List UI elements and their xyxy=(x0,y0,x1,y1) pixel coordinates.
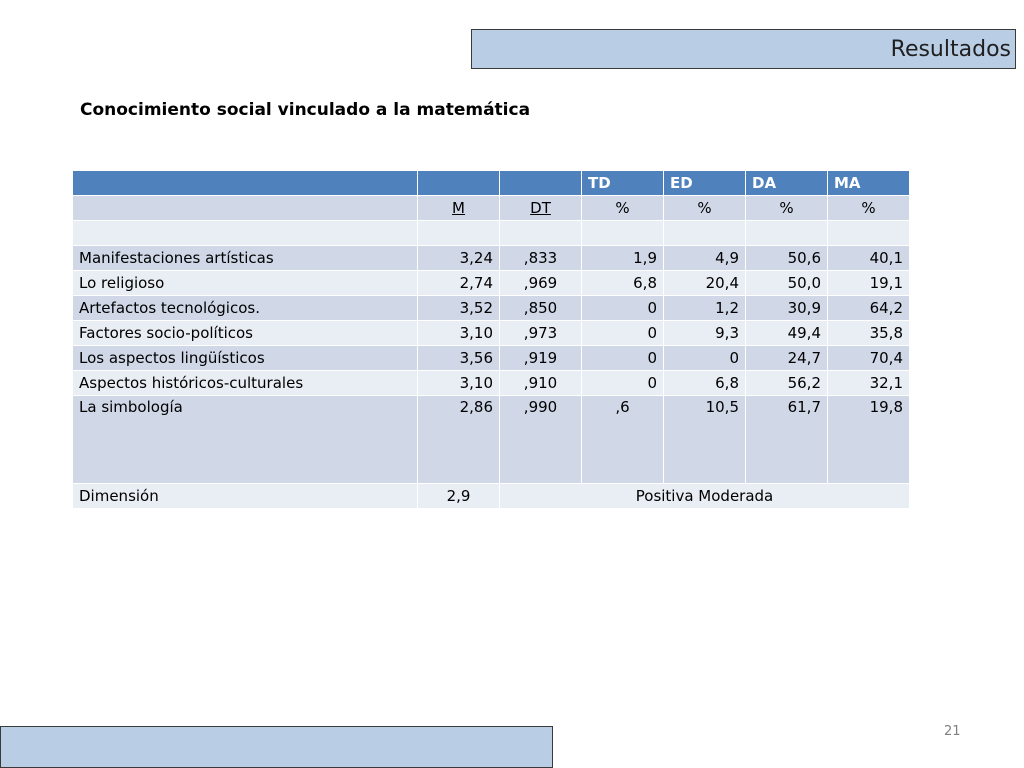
cell-ed: 0 xyxy=(664,346,746,371)
cell-ma: 19,8 xyxy=(828,396,910,484)
empty-cell xyxy=(582,221,664,246)
cell-m: 3,24 xyxy=(418,246,500,271)
cell-ma: 64,2 xyxy=(828,296,910,321)
empty-cell xyxy=(664,221,746,246)
table-unit-row xyxy=(73,196,910,221)
cell-ma: 40,1 xyxy=(828,246,910,271)
cell-da: 56,2 xyxy=(746,371,828,396)
cell-m: 3,52 xyxy=(418,296,500,321)
empty-cell xyxy=(500,221,582,246)
cell-dt: ,969 xyxy=(500,271,582,296)
header-cell: ED xyxy=(664,171,746,196)
page-title: Resultados xyxy=(890,36,1011,62)
table-row xyxy=(73,296,910,321)
header-cell xyxy=(500,171,582,196)
table-row xyxy=(73,271,910,296)
cell-da: 50,6 xyxy=(746,246,828,271)
cell-td: 1,9 xyxy=(582,246,664,271)
cell-ma: 70,4 xyxy=(828,346,910,371)
cell-td: 6,8 xyxy=(582,271,664,296)
cell-td: 0 xyxy=(582,296,664,321)
cell-ed: 9,3 xyxy=(664,321,746,346)
dimension-label: Dimensión xyxy=(73,484,418,509)
cell-ma: 19,1 xyxy=(828,271,910,296)
section-subtitle: Conocimiento social vinculado a la matemática xyxy=(80,100,531,120)
cell-dt: ,919 xyxy=(500,346,582,371)
cell-dt: ,973 xyxy=(500,321,582,346)
footer-bar xyxy=(0,726,553,768)
title-bar xyxy=(471,29,1016,69)
cell-m: 2,74 xyxy=(418,271,500,296)
row-label: La simbología xyxy=(73,396,418,484)
unit-cell: % xyxy=(746,196,828,221)
dimension-value: 2,9 xyxy=(418,484,500,509)
table-row xyxy=(73,346,910,371)
cell-m: 3,10 xyxy=(418,321,500,346)
unit-cell: DT xyxy=(500,196,582,221)
cell-da: 30,9 xyxy=(746,296,828,321)
cell-ma: 35,8 xyxy=(828,321,910,346)
empty-cell xyxy=(418,221,500,246)
table-header-row xyxy=(73,171,910,196)
cell-ed: 1,2 xyxy=(664,296,746,321)
cell-da: 49,4 xyxy=(746,321,828,346)
row-label: Factores socio-políticos xyxy=(73,321,418,346)
table-row xyxy=(73,396,910,484)
cell-da: 61,7 xyxy=(746,396,828,484)
header-cell: MA xyxy=(828,171,910,196)
cell-ma: 32,1 xyxy=(828,371,910,396)
cell-td: 0 xyxy=(582,321,664,346)
cell-da: 24,7 xyxy=(746,346,828,371)
unit-cell: % xyxy=(664,196,746,221)
cell-dt: ,910 xyxy=(500,371,582,396)
cell-dt: ,850 xyxy=(500,296,582,321)
row-label: Manifestaciones artísticas xyxy=(73,246,418,271)
header-cell: DA xyxy=(746,171,828,196)
header-cell: TD xyxy=(582,171,664,196)
unit-cell xyxy=(73,196,418,221)
empty-cell xyxy=(746,221,828,246)
table-footer-row xyxy=(73,484,910,509)
cell-td: ,6 xyxy=(582,396,664,484)
results-table xyxy=(72,170,910,509)
header-cell xyxy=(73,171,418,196)
cell-ed: 10,5 xyxy=(664,396,746,484)
cell-ed: 4,9 xyxy=(664,246,746,271)
cell-td: 0 xyxy=(582,371,664,396)
unit-cell: M xyxy=(418,196,500,221)
empty-cell xyxy=(73,221,418,246)
cell-ed: 20,4 xyxy=(664,271,746,296)
cell-m: 2,86 xyxy=(418,396,500,484)
row-label: Aspectos históricos-culturales xyxy=(73,371,418,396)
table-row xyxy=(73,371,910,396)
cell-m: 3,10 xyxy=(418,371,500,396)
cell-td: 0 xyxy=(582,346,664,371)
cell-m: 3,56 xyxy=(418,346,500,371)
cell-dt: ,990 xyxy=(500,396,582,484)
cell-da: 50,0 xyxy=(746,271,828,296)
table-row xyxy=(73,246,910,271)
row-label: Los aspectos lingüísticos xyxy=(73,346,418,371)
header-cell xyxy=(418,171,500,196)
cell-dt: ,833 xyxy=(500,246,582,271)
unit-cell: % xyxy=(582,196,664,221)
table-row xyxy=(73,321,910,346)
results-table-container xyxy=(72,170,910,509)
empty-cell xyxy=(828,221,910,246)
row-label: Lo religioso xyxy=(73,271,418,296)
page-number: 21 xyxy=(944,724,961,739)
dimension-rating: Positiva Moderada xyxy=(500,484,910,509)
cell-ed: 6,8 xyxy=(664,371,746,396)
table-spacer-row xyxy=(73,221,910,246)
row-label: Artefactos tecnológicos. xyxy=(73,296,418,321)
unit-cell: % xyxy=(828,196,910,221)
